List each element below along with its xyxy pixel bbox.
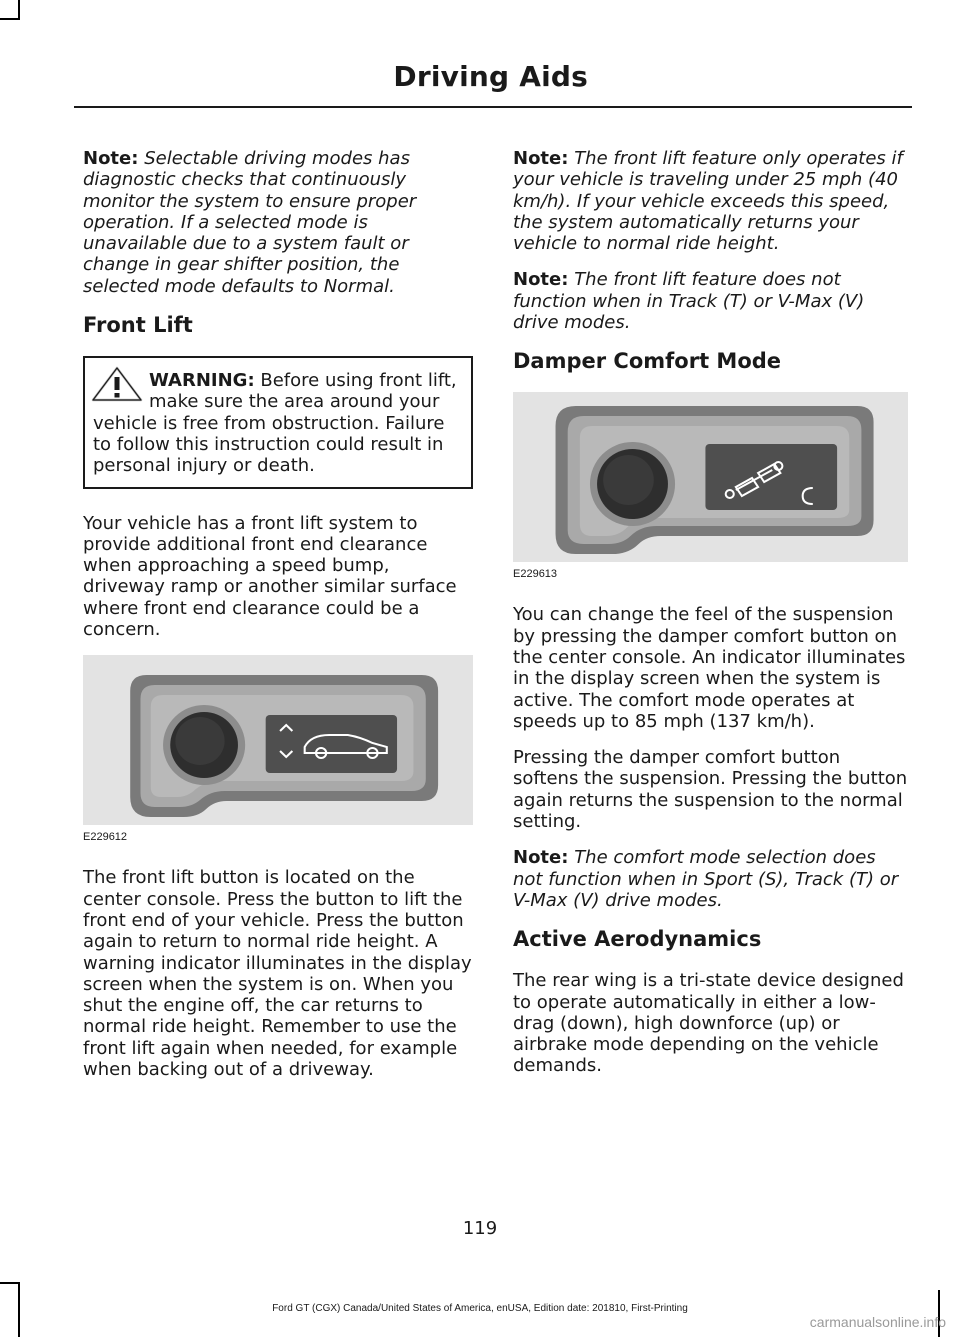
edition-footer: Ford GT (CGX) Canada/United States of America, enUSA, Edition date: 201810, First-Printing: [272, 1303, 688, 1314]
note-label: Note:: [513, 269, 569, 291]
right-column: [513, 148, 908, 1092]
warning-label: WARNING:: [149, 370, 255, 392]
note-label: Note:: [83, 148, 139, 169]
front-lift-button-figure: [83, 655, 473, 825]
active-aerodynamics-description: The rear wing is a tri-state device designed to operate automatically in either a low-drag (down), high downforce (up) or airbrake mode depending on the vehicle demands.: [513, 970, 904, 1077]
damper-comfort-button-figure: [513, 392, 908, 562]
note-drive-modes: [513, 269, 908, 333]
front-lift-intro: Your vehicle has a front lift system to provide additional front end clearance when approaching a speed bump, driveway ramp or another similar surface where front end clearance could be a concern.: [83, 512, 457, 641]
figure-code: E229612: [83, 831, 128, 844]
crop-mark: [0, 18, 20, 20]
page-title: Driving Aids: [393, 60, 588, 93]
watermark: carmanualsonline.info: [809, 1314, 946, 1330]
front-lift-heading: Front Lift: [83, 313, 193, 338]
warning-box: [83, 356, 473, 488]
note-comfort-modes: [513, 847, 908, 911]
damper-comfort-heading: Damper Comfort Mode: [513, 349, 782, 374]
note-text: Selectable driving modes has diagnostic checks that continuously monitor the system to ensure proper operation. If a selected mode is unavailable due to a system fault or change in gear shifter position, the selected mode defaults to Normal.: [83, 148, 417, 297]
damper-comfort-operation: Pressing the damper comfort button softens the suspension. Pressing the button again returns the suspension to the normal setting.: [513, 747, 908, 833]
warning-triangle-icon: [91, 366, 143, 402]
note-label: Note:: [513, 847, 569, 869]
page-number: 119: [462, 1218, 498, 1239]
crop-mark: [0, 1282, 20, 1284]
note-text: The front lift feature only operates if your vehicle is traveling under 25 mph (40 km/h). If your vehicle exceeds this speed, the system automatically returns your vehicle to normal ride height.: [513, 148, 903, 255]
figure-code: E229613: [513, 568, 558, 581]
note-selectable-modes: [83, 148, 473, 297]
front-lift-description: The front lift button is located on the center console. Press the button to lift the front end of your vehicle. Press the button again to return to normal ride height. A warning indicator illuminates in the display screen when the system is on. When you shut the engine off, the car returns to normal ride height. Remember to use the front lift again when needed, for example when backing out of a driveway.: [83, 867, 472, 1081]
note-text: The front lift feature does not function when in Track (T) or V-Max (V) drive modes.: [513, 269, 865, 334]
note-label: Note:: [513, 148, 569, 169]
left-column: [83, 148, 473, 1095]
note-text: The comfort mode selection does not function when in Sport (S), Track (T) or V-Max (V) drive modes.: [513, 847, 899, 911]
header-divider: [74, 106, 912, 108]
crop-mark: [18, 0, 20, 20]
damper-comfort-description: You can change the feel of the suspension by pressing the damper comfort button on the center console. An indicator illuminates in the display screen when the system is active. The comfort mode operates at speeds up to 85 mph (137 km/h).: [513, 604, 906, 732]
active-aerodynamics-heading: Active Aerodynamics: [513, 927, 762, 952]
note-speed-limit: [513, 148, 908, 254]
warning-text: Before using front lift, make sure the area around your vehicle is free from obstruction. Failure to follow this instruction could result in personal injury or death.: [93, 370, 457, 477]
